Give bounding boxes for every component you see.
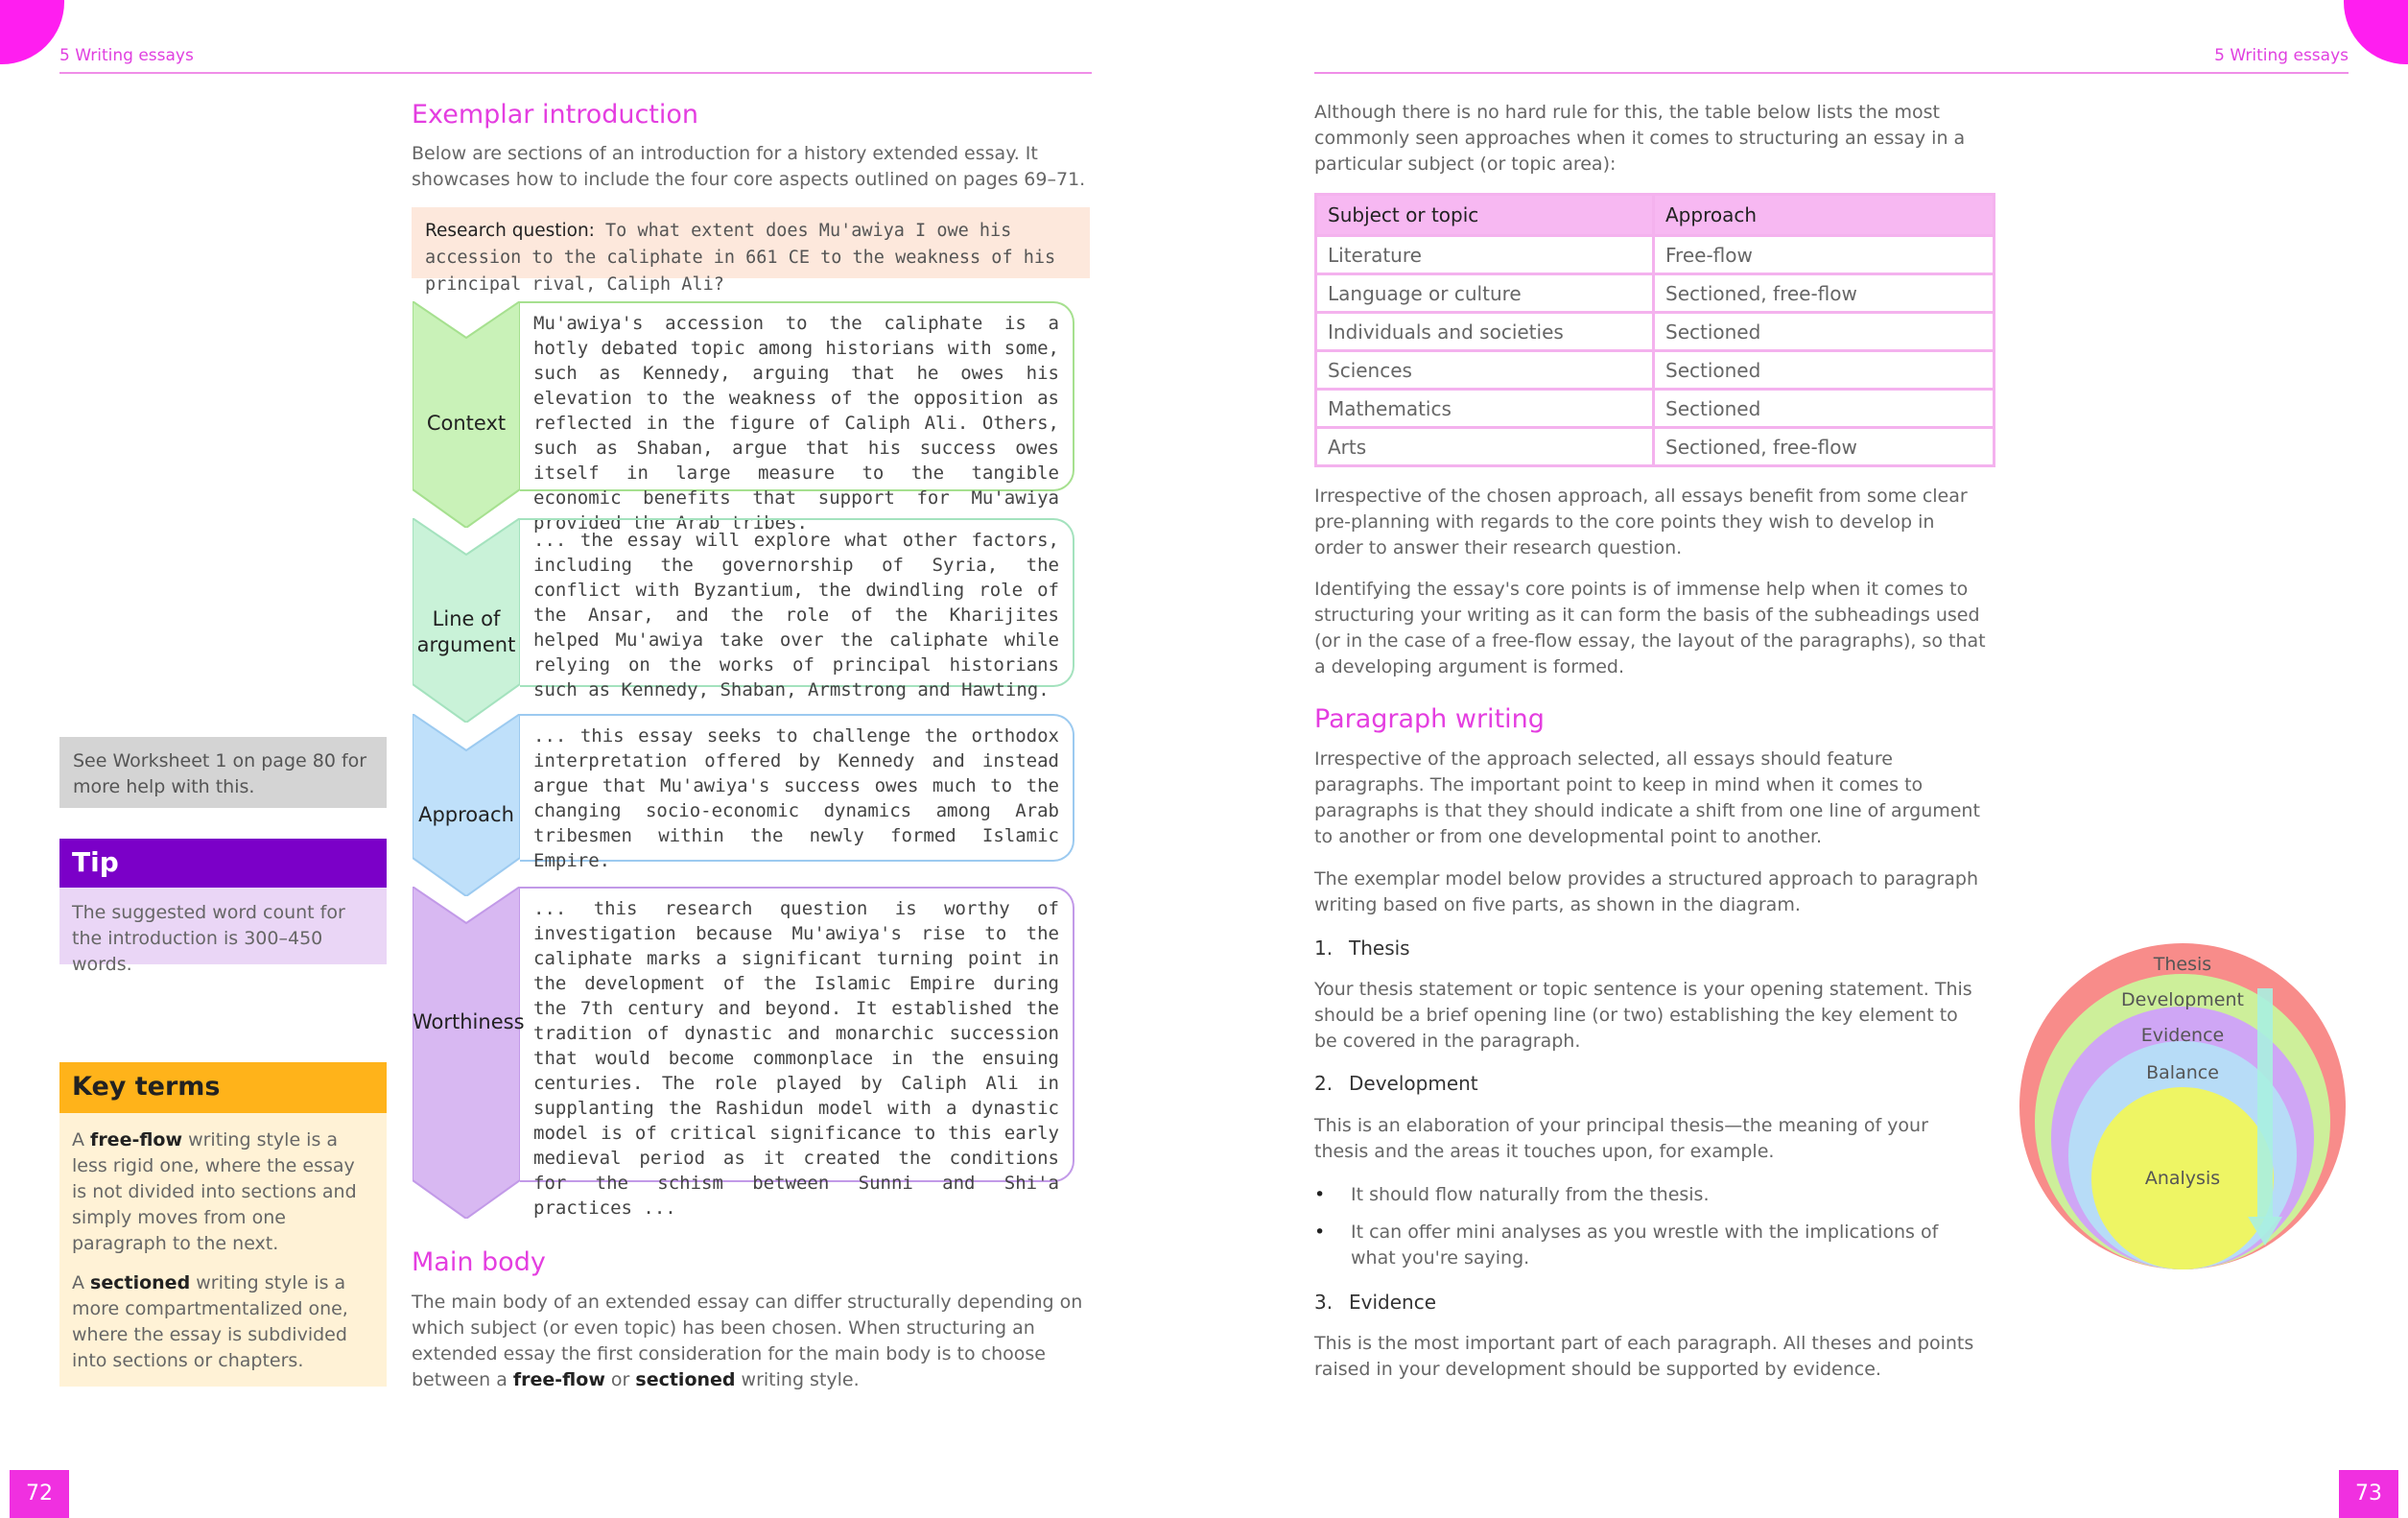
table-row bbox=[1316, 390, 1995, 428]
header-rule-right bbox=[1314, 72, 2349, 74]
table-cell: Mathematics bbox=[1316, 390, 1654, 428]
corner-decoration-right bbox=[2344, 0, 2408, 64]
key-term-text: writing style is a more compartmentalized one, where the essay is subdivided into sections or chapters. bbox=[72, 1272, 348, 1371]
approach-table bbox=[1314, 193, 1995, 467]
bullet-item bbox=[1314, 1182, 1986, 1208]
main-body-run: The main body of an extended essay can differ structurally depending on which subject (or even topic) has been chosen. When structuring an extended essay the first consideration for the main body is to choose between a bbox=[412, 1292, 1083, 1390]
tip-title: Tip bbox=[59, 839, 387, 888]
main-body-heading: Main body bbox=[412, 1247, 546, 1277]
page-number-right: 73 bbox=[2339, 1470, 2398, 1518]
header-rule-left bbox=[59, 72, 1092, 74]
research-question-box bbox=[412, 207, 1090, 295]
diagram-label-analysis: Analysis bbox=[2144, 1168, 2221, 1189]
item-development-heading bbox=[1314, 1072, 1478, 1095]
item-thesis-text: Your thesis statement or topic sentence is your opening statement. This should be a brief opening line (or two) establishing the key element to be covered in the paragraph. bbox=[1314, 979, 1972, 1052]
chevron-worthiness bbox=[413, 887, 525, 1219]
item-title: Thesis bbox=[1349, 937, 1410, 960]
item-title: Evidence bbox=[1349, 1291, 1437, 1314]
diagram-label-thesis: Thesis bbox=[2153, 954, 2212, 975]
section-label-line-of-argument: Line of argument bbox=[416, 607, 516, 656]
table-cell: Free-flow bbox=[1654, 236, 1995, 274]
table-cell: Arts bbox=[1316, 428, 1654, 466]
chevron-context bbox=[413, 301, 520, 528]
table-cell: Sectioned, free-flow bbox=[1654, 428, 1995, 466]
corner-decoration-left bbox=[0, 0, 64, 64]
main-body-term: free-flow bbox=[512, 1369, 605, 1390]
section-text-worthiness: ... this research question is worthy of investigation because Mu'awiya's rise to the caliphate marks a significant turning point in the development of the Islamic Empire during the 7th century and beyond. It established the tradition of dynastic and monarchic succession that would become commonplace in the ensuing centuries. The role played by Caliph Ali in supplanting the Rashidun model with a dynastic model is of critical significance to this early medieval period as it created the conditions for the schism between Sunni and Shi'a practices ... bbox=[520, 887, 1074, 1182]
paragraph-structure-diagram bbox=[2017, 940, 2349, 1272]
research-question-label: Research question: bbox=[425, 221, 595, 241]
running-head-left: 5 Writing essays bbox=[59, 46, 194, 65]
table-cell: Sciences bbox=[1316, 351, 1654, 390]
main-body-text bbox=[412, 1290, 1088, 1393]
exemplar-heading: Exemplar introduction bbox=[412, 100, 699, 130]
table-row bbox=[1316, 351, 1995, 390]
chevron-approach bbox=[413, 714, 520, 896]
table-cell: Sectioned, free-flow bbox=[1654, 274, 1995, 313]
tip-text: The suggested word count for the introduction is 300–450 words. bbox=[59, 888, 387, 964]
item-number: 2. bbox=[1314, 1072, 1334, 1095]
worksheet-note: See Worksheet 1 on page 80 for more help with this. bbox=[59, 737, 387, 808]
item-thesis-heading bbox=[1314, 937, 1410, 960]
diagram-label-balance: Balance bbox=[2146, 1062, 2219, 1083]
table-row bbox=[1316, 313, 1995, 351]
main-body-run: writing style. bbox=[735, 1369, 860, 1390]
paragraph-writing-text-2: The exemplar model below provides a structured approach to paragraph writing based on five parts, as shown in the diagram. bbox=[1314, 868, 1978, 915]
main-body-run: or bbox=[604, 1369, 636, 1390]
table-header: Approach bbox=[1654, 195, 1995, 236]
core-points-paragraph: Identifying the essay's core points is of immense help when it comes to structuring your writing as it can form the basis of the subheadings used (or in the case of a free-flow essay, the layout of the paragraphs), so that a developing argument is formed. bbox=[1314, 579, 1986, 677]
diagram-label-development: Development bbox=[2121, 989, 2244, 1010]
section-label-context: Context bbox=[426, 412, 507, 435]
key-term-word: free-flow bbox=[90, 1129, 183, 1150]
main-body-term: sectioned bbox=[635, 1369, 736, 1390]
diagram-label-evidence: Evidence bbox=[2140, 1025, 2225, 1046]
table-cell: Sectioned bbox=[1654, 390, 1995, 428]
section-text-approach: ... this essay seeks to challenge the orthodox interpretation offered by Kennedy and instead argue that Mu'awiya's success owes much to the changing socio-economic dynamics among Arab tribesmen within the newly formed Islamic Empire. bbox=[520, 714, 1074, 862]
bullet-dot: • bbox=[1314, 1184, 1326, 1205]
key-terms-box bbox=[59, 1113, 387, 1387]
paragraph-writing-text-1: Irrespective of the approach selected, all essays should feature paragraphs. The important point to keep in mind when it comes to paragraphs is that they should indicate a shift from one line of argument to another or from one developmental point to another. bbox=[1314, 748, 1980, 847]
key-term-sectioned bbox=[72, 1270, 374, 1374]
table-row bbox=[1316, 274, 1995, 313]
key-term-text: writing style is a less rigid one, where the essay is not divided into sections and simply moves from one paragraph to the next. bbox=[72, 1129, 357, 1254]
research-question-text: To what extent does Mu'awiya I owe his accession to the caliphate in 661 CE to the weakness of his principal rival, Caliph Ali? bbox=[425, 221, 1056, 295]
page-number-left: 72 bbox=[10, 1470, 69, 1518]
table-header-row bbox=[1316, 195, 1995, 236]
table-header: Subject or topic bbox=[1316, 195, 1654, 236]
item-evidence-heading bbox=[1314, 1291, 1436, 1314]
table-intro: Although there is no hard rule for this, the table below lists the most commonly seen approaches when it comes to structuring an essay in a particular subject (or topic area): bbox=[1314, 102, 1966, 175]
bullet-text: It should flow naturally from the thesis. bbox=[1351, 1184, 1710, 1205]
table-cell: Language or culture bbox=[1316, 274, 1654, 313]
item-title: Development bbox=[1349, 1072, 1478, 1095]
paragraph-writing-heading: Paragraph writing bbox=[1314, 704, 1545, 734]
table-cell: Literature bbox=[1316, 236, 1654, 274]
running-head-right: 5 Writing essays bbox=[2214, 46, 2349, 65]
table-row bbox=[1316, 428, 1995, 466]
table-cell: Sectioned bbox=[1654, 351, 1995, 390]
chevron-line-of-argument bbox=[413, 518, 520, 723]
table-cell: Individuals and societies bbox=[1316, 313, 1654, 351]
exemplar-intro: Below are sections of an introduction for a history extended essay. It showcases how to include the four core aspects outlined on pages 69–71. bbox=[412, 143, 1086, 190]
item-evidence-text: This is the most important part of each paragraph. All theses and points raised in your development should be supported by evidence. bbox=[1314, 1333, 1974, 1380]
bullet-item bbox=[1314, 1220, 1986, 1271]
key-term-text: A bbox=[72, 1129, 91, 1150]
approach-paragraph: Irrespective of the chosen approach, all essays benefit from some clear pre-planning with regards to the core points they wish to develop in order to answer their research question. bbox=[1314, 486, 1968, 558]
section-label-worthiness: Worthiness bbox=[413, 1010, 525, 1033]
section-label-approach: Approach bbox=[418, 803, 514, 826]
key-term-word: sectioned bbox=[90, 1272, 191, 1293]
key-terms-title: Key terms bbox=[59, 1062, 387, 1113]
section-text-line-of-argument: ... the essay will explore what other factors, including the governorship of Syria, the conflict with Byzantium, the dwindling role of the Ansar, and the role of the Kharijites helped Mu'awiya take over the caliphate while relying on the works of principal historians such as Kennedy, Shaban, Armstrong and Hawting. bbox=[520, 518, 1074, 687]
item-number: 3. bbox=[1314, 1291, 1334, 1314]
bullet-text: It can offer mini analyses as you wrestle with the implications of what you're saying. bbox=[1351, 1222, 1939, 1269]
table-cell: Sectioned bbox=[1654, 313, 1995, 351]
item-development-text: This is an elaboration of your principal thesis—the meaning of your thesis and the areas it touches upon, for example. bbox=[1314, 1115, 1928, 1162]
section-text-context: Mu'awiya's accession to the caliphate is a hotly debated topic among historians with some, such as Kennedy, arguing that he owes his elevation to the weakness of the opposition as reflected in the figure of Caliph Ali. Others, such as Shaban, argue that his success owes itself in large measure to the tangible economic benefits that support for Mu'awiya provided the Arab tribes. bbox=[520, 301, 1074, 491]
key-term-free-flow bbox=[72, 1127, 374, 1257]
table-row bbox=[1316, 236, 1995, 274]
item-number: 1. bbox=[1314, 937, 1334, 960]
bullet-dot: • bbox=[1314, 1222, 1326, 1243]
key-term-text: A bbox=[72, 1272, 91, 1293]
